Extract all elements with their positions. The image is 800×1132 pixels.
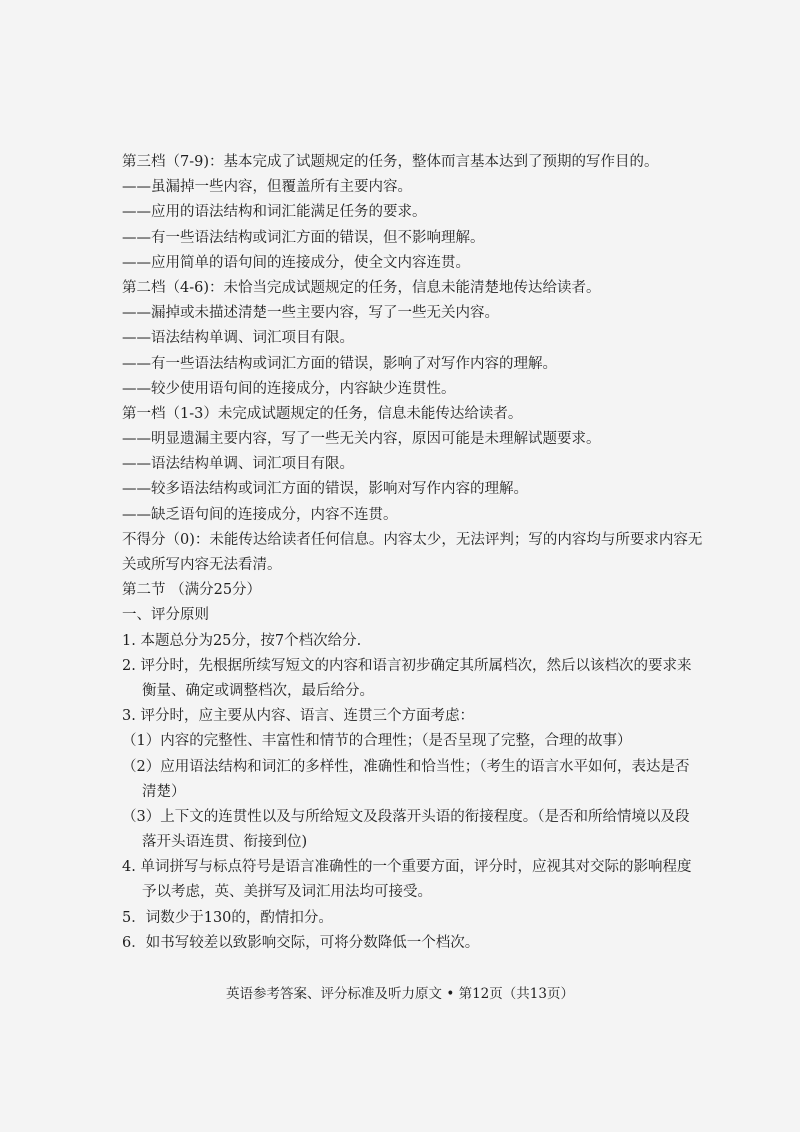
text-line: （1）内容的完整性、丰富性和情节的合理性；（是否呈现了完整，合理的故事）: [122, 733, 632, 750]
text-line: 5．词数少于130的，酌情扣分。: [122, 909, 333, 926]
text-line: 4. 单词拼写与标点符号是语言准确性的一个重要方面，评分时，应视其对交际的影响程度: [122, 859, 692, 876]
text-line: 2. 评分时，先根据所续写短文的内容和语言初步确定其所属档次，然后以该档次的要求来: [122, 657, 692, 674]
text-line: 第二档（4-6)：未恰当完成试题规定的任务，信息未能清楚地传达给读者。: [122, 279, 601, 296]
text-line: 衡量、确定或调整档次，最后给分。: [142, 682, 374, 699]
text-line: ——有一些语法结构或词汇方面的错误，影响了对写作内容的理解。: [122, 355, 557, 372]
text-line: ——虽漏掉一些内容，但覆盖所有主要内容。: [122, 179, 412, 196]
text-line: ——较多语法结构或词汇方面的错误，影响对写作内容的理解。: [122, 481, 528, 498]
text-line: 落开头语连贯、衔接到位): [142, 834, 308, 851]
text-line: ——语法结构单调、词汇项目有限。: [122, 456, 354, 473]
text-line: 3. 评分时，应主要从内容、语言、连贯三个方面考虑：: [122, 708, 474, 725]
text-line: 一、评分原则: [122, 607, 209, 624]
text-line: （3）上下文的连贯性以及与所给短文及段落开头语的衔接程度。（是否和所给情境以及段: [122, 808, 690, 825]
text-line: ——应用简单的语句间的连接成分，使全文内容连贯。: [122, 254, 470, 271]
text-line: ——缺乏语句间的连接成分，内容不连贯。: [122, 506, 398, 523]
text-line: 第二节 （满分25分）: [122, 582, 262, 599]
text-line: 6．如书写较差以致影响交际，可将分数降低一个档次。: [122, 934, 480, 951]
text-line: 第三档（7-9)：基本完成了试题规定的任务，整体而言基本达到了预期的写作目的。: [122, 154, 659, 170]
text-line: 关或所写内容无法看清。: [122, 557, 282, 573]
text-line: ——明显遗漏主要内容，写了一些无关内容，原因可能是未理解试题要求。: [122, 431, 601, 448]
text-line: 1. 本题总分为25分，按7个档次给分.: [122, 632, 362, 649]
page-footer: 英语参考答案、评分标准及听力原文 • 第12页（共13页）: [226, 986, 574, 1002]
page-body: [122, 150, 702, 956]
text-line: （2）应用语法结构和词汇的多样性，准确性和恰当性；（考生的语言水平如何，表达是否: [122, 758, 690, 775]
text-line: ——语法结构单调、词汇项目有限。: [122, 330, 354, 347]
text-line: ——应用的语法结构和词汇能满足任务的要求。: [122, 204, 427, 221]
text-line: 不得分（0)：未能传达给读者任何信息。内容太少，无法评判；写的内容均与所要求内容无: [122, 531, 703, 548]
text-line: ——较少使用语句间的连接成分，内容缺少连贯性。: [122, 380, 456, 397]
text-line: 第一档（1-3）未完成试题规定的任务，信息未能传达给读者。: [122, 405, 523, 422]
text-line: ——有一些语法结构或词汇方面的错误，但不影响理解。: [122, 229, 485, 246]
text-line: 清楚）: [142, 783, 186, 800]
text-line: 予以考虑，英、美拼写及词汇用法均可接受。: [142, 884, 432, 901]
text-line: ——漏掉或未描述清楚一些主要内容，写了一些无关内容。: [122, 305, 499, 322]
